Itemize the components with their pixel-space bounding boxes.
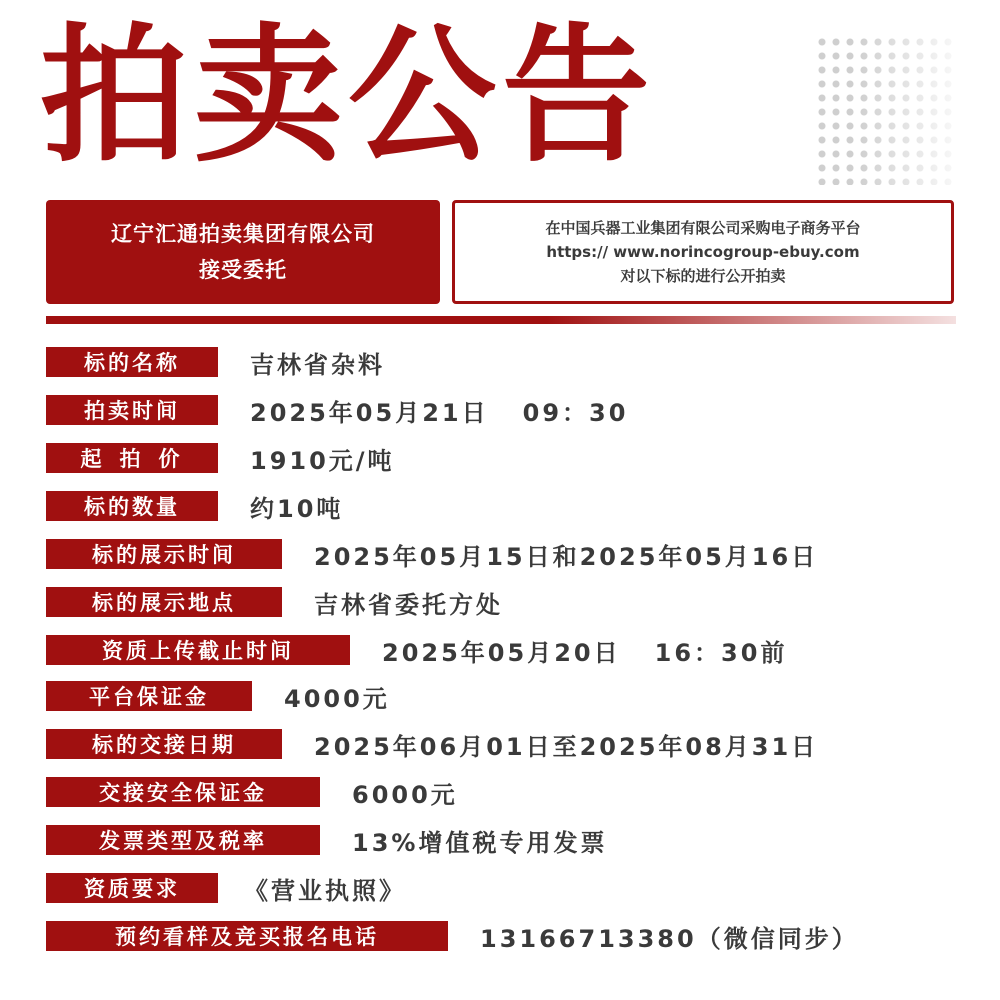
detail-label: 资质上传截止时间	[46, 635, 350, 665]
detail-label: 拍卖时间	[46, 395, 218, 425]
accept-entrustment-text: 接受委托	[199, 258, 287, 282]
decorative-dot-pattern	[815, 35, 955, 185]
detail-label: 资质要求	[46, 873, 218, 903]
detail-row-invoice-type	[46, 823, 607, 857]
detail-value: 2025年05月15日和2025年05月16日	[314, 542, 819, 571]
detail-value: 6000元	[352, 780, 458, 809]
detail-label: 发票类型及税率	[46, 825, 320, 855]
detail-label: 预约看样及竞买报名电话	[46, 921, 448, 951]
detail-row-display-time	[46, 537, 818, 571]
platform-info-box	[452, 200, 954, 304]
detail-row-platform-deposit	[46, 679, 390, 713]
detail-label: 标的展示时间	[46, 539, 282, 569]
contact-phone-number: 13166713380（微信同步）	[480, 924, 859, 953]
detail-label: 交接安全保证金	[46, 777, 320, 807]
detail-label: 平台保证金	[46, 681, 252, 711]
platform-url: https:// www.norincogroup-ebuy.com	[546, 243, 860, 261]
detail-label: 标的展示地点	[46, 587, 282, 617]
detail-value: 13%增值税专用发票	[352, 828, 608, 857]
detail-row-handover-date	[46, 727, 818, 761]
entrusted-company-box	[46, 200, 440, 304]
public-auction-line: 对以下标的进行公开拍卖	[620, 267, 786, 285]
detail-value: 吉林省杂料	[250, 350, 385, 379]
detail-row-display-location	[46, 585, 503, 619]
detail-row-auction-time	[46, 393, 628, 427]
detail-value: 《营业执照》	[244, 876, 406, 905]
detail-value: 2025年05月21日 09：30	[250, 398, 629, 427]
detail-row-item-name	[46, 345, 385, 379]
detail-value: 2025年05月20日 16：30前	[382, 638, 788, 667]
platform-name-line: 在中国兵器工业集团有限公司采购电子商务平台	[545, 219, 861, 237]
detail-value: 约10吨	[250, 494, 344, 523]
detail-row-qualification	[46, 871, 406, 905]
detail-label: 标的数量	[46, 491, 218, 521]
detail-row-starting-price	[46, 441, 395, 475]
detail-label: 标的名称	[46, 347, 218, 377]
company-name: 辽宁汇通拍卖集团有限公司	[111, 222, 375, 246]
detail-row-safety-deposit	[46, 775, 458, 809]
detail-label: 标的交接日期	[46, 729, 282, 759]
detail-row-upload-deadline	[46, 633, 787, 667]
detail-label: 起拍价	[46, 443, 218, 473]
detail-row-contact-phone	[46, 919, 859, 953]
page-title: 拍卖公告	[40, 10, 656, 182]
detail-value: 1910元/吨	[250, 446, 395, 475]
detail-row-quantity	[46, 489, 343, 523]
detail-value: 2025年06月01日至2025年08月31日	[314, 732, 819, 761]
divider-bar	[46, 316, 956, 324]
detail-value: 吉林省委托方处	[314, 590, 503, 619]
detail-value: 4000元	[284, 684, 390, 713]
